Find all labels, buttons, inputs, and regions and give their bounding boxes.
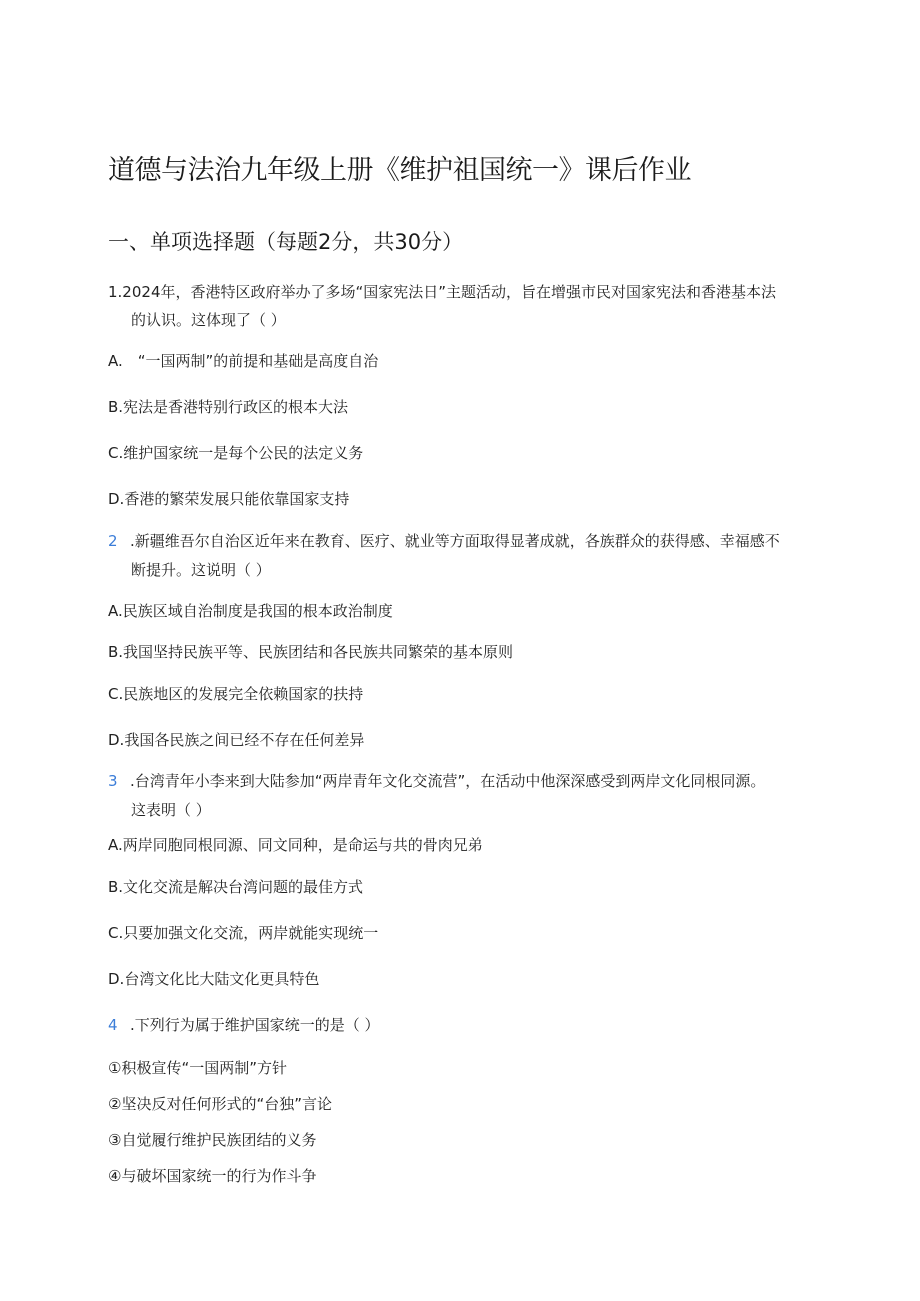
question-3-number: 3 <box>108 772 118 790</box>
question-2-stem-continued: 断提升。这说明（ ） <box>131 561 271 579</box>
question-2-option-d: D.我国各民族之间已经不存在任何差异 <box>108 731 365 749</box>
question-2-option-c: C.民族地区的发展完全依赖国家的扶持 <box>108 685 364 703</box>
question-3-stem-continued: 这表明（ ） <box>131 801 211 819</box>
question-3-option-b: B.文化交流是解决台湾问题的最佳方式 <box>108 878 364 896</box>
question-4-number: 4 <box>108 1016 118 1034</box>
question-3-stem <box>108 771 765 791</box>
question-4-item-2: ②坚决反对任何形式的“台独”言论 <box>108 1095 332 1113</box>
question-4-stem-text: .下列行为属于维护国家统一的是（ ） <box>130 1016 380 1034</box>
question-3-option-c: C.只要加强文化交流，两岸就能实现统一 <box>108 924 379 942</box>
question-4-stem <box>108 1015 380 1035</box>
question-1-option-b: B.宪法是香港特别行政区的根本大法 <box>108 398 349 416</box>
question-1-stem: 1.2024年，香港特区政府举办了多场“国家宪法日”主题活动，旨在增强市民对国家宪法和香港基本法 <box>108 283 777 301</box>
question-4-item-1: ①积极宣传“一国两制”方针 <box>108 1059 287 1077</box>
section-heading: 一、单项选择题（每题2分，共30分） <box>108 230 464 254</box>
question-2-option-a: A.民族区域自治制度是我国的根本政治制度 <box>108 602 393 620</box>
question-2-stem-text: .新疆维吾尔自治区近年来在教育、医疗、就业等方面取得显著成就，各族群众的获得感、幸福感不 <box>130 532 780 550</box>
question-3-option-a: A.两岸同胞同根同源、同文同种，是命运与共的骨肉兄弟 <box>108 836 483 854</box>
question-3-stem-text: .台湾青年小李来到大陆参加“两岸青年文化交流营”，在活动中他深深感受到两岸文化同根同源。 <box>130 772 766 790</box>
question-2-option-b: B.我国坚持民族平等、民族团结和各民族共同繁荣的基本原则 <box>108 643 514 661</box>
page-title: 道德与法治九年级上册《维护祖国统一》课后作业 <box>108 155 691 186</box>
question-1-option-d: D.香港的繁荣发展只能依靠国家支持 <box>108 490 350 508</box>
question-1-option-c: C.维护国家统一是每个公民的法定义务 <box>108 444 364 462</box>
question-1-stem-continued: 的认识。这体现了（ ） <box>131 311 286 329</box>
question-4-item-3: ③自觉履行维护民族团结的义务 <box>108 1131 317 1149</box>
question-3-option-d: D.台湾文化比大陆文化更具特色 <box>108 970 320 988</box>
question-4-item-4: ④与破坏国家统一的行为作斗争 <box>108 1167 317 1185</box>
question-2-stem <box>108 531 780 551</box>
question-1-option-a: A. “一国两制”的前提和基础是高度自治 <box>108 352 379 370</box>
question-2-number: 2 <box>108 532 118 550</box>
